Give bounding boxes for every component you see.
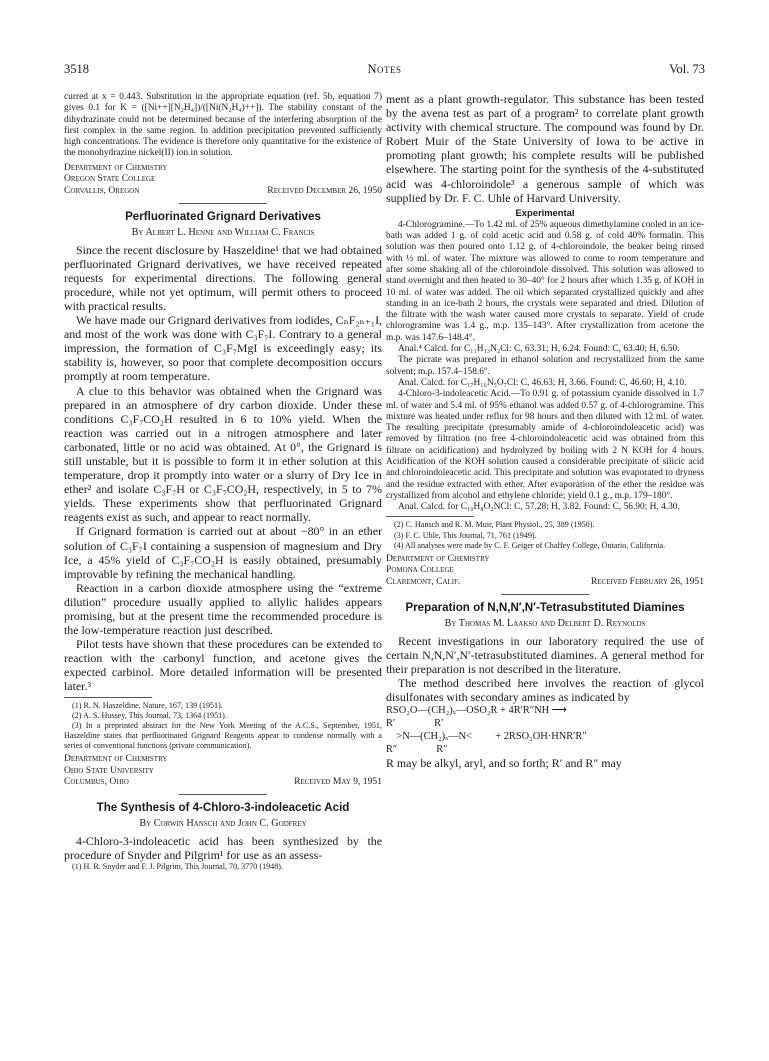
received-date: Received December 26, 1950: [267, 184, 382, 196]
received-date: Received May 9, 1951: [294, 776, 382, 788]
analysis-line: Anal. Calcd. for C₁₇H₁₆N₅O₇Cl: C, 46.63; H, 3.66. Found: C, 46.60; H, 4.10.: [398, 377, 687, 388]
footnote-rule: [64, 697, 152, 698]
equation-line: R′ R′: [386, 718, 444, 729]
section-heading: Experimental: [515, 206, 575, 218]
city: Corvallis, Oregon: [64, 184, 140, 196]
address-block: [386, 553, 704, 588]
department: Department of Chemistry: [64, 753, 168, 765]
institution: Ohio State University: [64, 764, 154, 776]
article-byline: By Corwin Hansch and John C. Godfrey: [139, 817, 307, 829]
footnote: (1) R. N. Haszeldine, Nature, 167, 139 (1951).: [72, 700, 223, 710]
footnote-rule: [386, 516, 474, 517]
page-number: 3518: [64, 62, 89, 76]
paragraph: Reaction in a carbon dioxide atmosphere using the “extreme dilution” procedure usually applied to allylic halides appears promising, but at the present time the recommended procedure is the low-temperature reaction just described.: [64, 580, 382, 638]
continued-text: curred at x = 0.443. Substitution in the appropriate equation (ref. 5b, equation 7) gives 0.1 for K = ([Ni++][N₂H₄])/([Ni(N₂H₄)++]). The stability constant of the dihydrazinate could not be determined because of the interfering absorption of the first complex in the same region. In addition precipitation prevented sufficiently high concentrations. The evidence is therefore only quantitative for the existence of the monohydrazine nickel(II) ion in solution.: [64, 92, 382, 159]
equation-line: RSO₂O—(CH₂)ₓ—OSO₂R + 4R′R″NH ⟶: [386, 705, 567, 716]
footnote: (2) A. S. Hussey, This Journal, 73, 1364 (1951).: [72, 710, 227, 720]
paragraph: Since the recent disclosure by Haszeldine¹ that we had obtained perfluorinated Grignard derivatives, we have received repeated requests for experimental directions. The following general procedure, while not yet optimum, will permit others to proceed with practical results.: [64, 242, 382, 313]
paragraph: Recent investigations in our laboratory required the use of certain N,N,N′,N′-tetrasubstituted diamines. A general method for their preparation is not described in the literature.: [386, 633, 704, 676]
city: Claremont, Calif.: [386, 575, 461, 587]
article-title: Preparation of N,N,N′,N′-Tetrasubstituted Diamines: [405, 600, 685, 614]
city: Columbus, Ohio: [64, 776, 129, 788]
address-line: [386, 576, 704, 588]
paragraph: 4-Chloro-3-indoleacetic acid has been synthesized by the procedure of Snyder and Pilgrim¹ for use as an assess-: [64, 833, 382, 862]
paragraph: R may be alkyl, aryl, and so forth; R′ and R″ may: [386, 756, 622, 770]
equation-line: >N—(CH₂)ₓ—N< + 2RSO₂OH·HNR′R″: [386, 731, 587, 742]
institution: Pomona College: [386, 564, 454, 576]
continued-paragraph: ment as a plant growth-regulator. This substance has been tested by the avena test as part of a program² to correlate plant growth activity with chemical structure. The compound was found by Dr. Robert Muir of the State University of Iowa to be active in promoting plant growth; his complete results will be published elsewhere. The starting point for the synthesis of the 4-substituted acid was 4-chloroindole³ a generous sample of which was supplied by Dr. F. C. Uhle of Harvard University.: [386, 92, 704, 205]
paragraph: We have made our Grignard derivatives from iodides, CₙF₂ₙ₊₁I, and most of the work was done with C₃F₇I. Contrary to a general impression, the formation of C₃F₇MgI is exceedingly easy; its stability is, however, so poor that complete decomposition occurs promptly at room temperature.: [64, 313, 382, 384]
paragraph: The method described here involves the reaction of glycol disulfonates with secondary amines as indicated by: [386, 675, 704, 704]
equation-line: R″ R″: [386, 744, 448, 755]
footnote: (3) In a preprinted abstract for the New York Meeting of the A.C.S., September, 1951, Haszeldine states that perfluorinated Grignard Reagents appear to condense normally with a series of conventional functions (private communication).: [64, 720, 382, 750]
article-byline: By Albert L. Henne and William C. Francis: [131, 226, 315, 238]
footnote: (4) All analyses were made by C. F. Geiger of Chaffey College, Ontario, California.: [394, 540, 666, 550]
journal-section: Notes: [367, 62, 402, 76]
separator-rule: [179, 794, 267, 795]
department: Department of Chemistry: [386, 552, 490, 564]
analysis-line: Anal. Calcd. for C₁₀H₈O₂NCl: C, 57.28; H, 3.82. Found: C, 56.90; H, 4.30.: [398, 502, 680, 513]
volume-label: Vol. 73: [669, 62, 705, 76]
separator-rule: [179, 203, 267, 204]
paragraph: Pilot tests have shown that these procedures can be extended to reaction with the carbonyl function, and acetone gives the expected carbinol. More detailed information will be presented later.³: [64, 637, 382, 694]
address-block: [64, 162, 382, 197]
department: Department of Chemistry: [64, 161, 168, 173]
footnote: (1) H. R. Snyder and F. J. Pilgrim, This Journal, 70, 3770 (1948).: [72, 862, 283, 871]
experimental-paragraph: 4-Chlorogramine.—To 1.42 ml. of 25% aqueous dimethylamine cooled in an ice-bath was added 1 g. of cold acetic acid and 0.58 g. of cold 40% formalin. This solution was then poured onto 1.12 g. of 4-chloroindole, the beaker being rinsed with ½ ml. of water. The mixture was allowed to come to room temperature and after some shaking all of the chloroindole dissolved. This solution was allowed to stand overnight and then heated to 30–40° for 2 hours after which 1.35 g. of KOH in 10 ml. of water was added. The oil which separated crystallized quickly and after standing in an ice-bath 2 hours, the crystals were separated and dried. Dilution of the filtrate with the wash water caused more crystals to separate. Yield of crude chlorogramine was 1.4 g., m.p. 135–143°. After crystallization from acetone the m.p. was 147.6–148.4°.: [386, 219, 704, 343]
footnote: (2) C. Hansch and R. M. Muir, Plant Physiol., 25, 389 (1950).: [394, 520, 595, 530]
article-byline: By Thomas M. Laakso and Delbert D. Reynolds: [444, 617, 646, 629]
paragraph: A clue to this behavior was obtained when the Grignard was prepared in an atmosphere of dry carbon dioxide. Under these conditions C₃F₇CO₂H resulted in 6 to 10% yield. When the reaction was carried out in a nitrogen atmosphere and later carbonated, little or no acid was obtained. At 0°, the Grignard is still unstable, but it is possible to form it in ether solution at this temperature, drop it promptly into water or a slurry of Dry Ice in ether² and isolate C₃F₇H or C₃F₇CO₂H, respectively, in 5 to 7% yields. These experiments show that perfluorinated Grignard reagents exist as such, and appear to react normally.: [64, 383, 382, 525]
paragraph: If Grignard formation is carried out at about −80° in an ether solution of C₃F₇I containing a suspension of magnesium and Dry Ice, a 45% yield of C₃F₇CO₂H is easily obtained, presumably improvable by refining the mechanical handling.: [64, 524, 382, 581]
institution: Oregon State College: [64, 173, 156, 185]
article-title: The Synthesis of 4-Chloro-3-indoleacetic Acid: [96, 800, 350, 814]
analysis-line: Anal.⁴ Calcd. for C₁₁H₁₃N₂Cl: C, 63.31; H, 6.24. Found: C, 63.40; H, 6.50.: [398, 344, 680, 355]
article-title: Perfluorinated Grignard Derivatives: [125, 209, 321, 223]
footnote: (3) F. C. Uhle, This Journal, 71, 761 (1949).: [394, 530, 537, 540]
left-column: [64, 92, 382, 1042]
address-line: [64, 776, 382, 788]
separator-rule: [501, 594, 589, 595]
page-header: [64, 62, 705, 80]
right-column: [386, 92, 704, 1042]
experimental-paragraph: The picrate was prepared in ethanol solution and recrystallized from the same solvent; m.p. 157.4–158.6°.: [386, 355, 704, 377]
received-date: Received February 26, 1951: [590, 575, 704, 587]
reaction-equation: [386, 704, 704, 756]
address-line: [64, 185, 382, 197]
address-block: [64, 753, 382, 788]
experimental-paragraph: 4-Chloro-3-indoleacetic Acid.—To 0.91 g. of potassium cyanide dissolved in 1.7 ml. of water and 5.4 ml. of 95% ethanol was added 0.57 g. of 4-chlorogramine. This mixture was heated under reflux for 98 hours and then diluted with 12 ml. of water. The resulting precipitate (presumably amide of 4-chloroindoleacetic acid) was removed by filtration (no free 4-chloroindoleacetic acid was obtained from this filtrate on acidification) and hydrolyzed by boiling with 2 N KOH for 4 hours. Acidification of the KOH solution caused a considerable precipitate of silicic acid and chloroindoleacetic acid. This precipitate and solution was evaporated to dryness and the residue extracted with ether. After evaporation of the ether the residue was crystallized from alcohol and ethylene chloride; yield 0.1 g., m.p. 179–180°.: [386, 389, 704, 501]
